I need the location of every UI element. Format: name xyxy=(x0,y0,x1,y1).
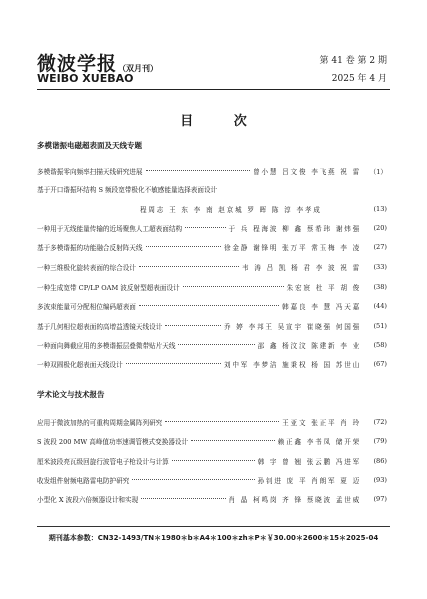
entry-page: (51) xyxy=(373,321,387,330)
entry-title: 多模谐振零向频率扫描天线研究进展 xyxy=(37,167,143,176)
entry-title: 一种双圆极化超表面天线设计 xyxy=(37,360,123,369)
toc-entry[interactable] xyxy=(37,435,387,446)
entry-page: （1） xyxy=(369,167,387,176)
entry-title: 小型化 X 波段六倍频器设计和实现 xyxy=(37,495,139,504)
toc-entry[interactable] xyxy=(37,474,387,485)
dot-leader xyxy=(139,305,279,306)
dot-leader xyxy=(183,286,284,287)
entry-title: 一种用于无线能量传输的近场聚焦人工超表面结构 xyxy=(37,224,183,233)
entry-title: 一种面向舞截应用的多模谐振层叠微带贴片天线 xyxy=(37,341,176,350)
entry-authors: 孙钊进 庞 平 肖朗军 夏 迈 xyxy=(257,476,361,485)
toc-entry[interactable] xyxy=(37,358,387,369)
entry-authors: 韩嘉良 李 慧 冯天嘉 xyxy=(282,302,361,311)
journal-title: 微波学报 xyxy=(37,53,118,75)
entry-page: (44) xyxy=(373,301,387,310)
entry-title: 一种三维极化旋转表面的综合设计 xyxy=(37,263,136,272)
dot-leader xyxy=(165,421,279,422)
dot-leader xyxy=(172,460,255,461)
toc-entry[interactable] xyxy=(37,320,387,331)
entry-title: S 波段 200 MW 高峰值功率速调管模式变换器设计 xyxy=(37,437,189,446)
entry-title: 应用于微波加热的可重构周期金属阵列研究 xyxy=(37,418,163,427)
entry-page: (93) xyxy=(373,475,387,484)
toc-title: 目 次 xyxy=(180,114,265,129)
entry-page: (13) xyxy=(373,204,387,213)
entry-authors: 乔 婷 李邦王 吴宣宇 崔晓强 何国强 xyxy=(224,322,361,331)
section-heading: 多模谐振电磁超表面及天线专题 xyxy=(37,141,142,150)
dot-leader xyxy=(146,246,222,247)
entry-title: 多波束能量可分配相位编码超表面 xyxy=(37,302,136,311)
entry-authors: 于 兵 程海波 柳 鑫 蔡希玮 谢炜强 xyxy=(228,224,361,233)
dot-leader xyxy=(165,325,221,326)
entry-page: (67) xyxy=(373,359,387,368)
toc-entry[interactable] xyxy=(37,300,387,311)
entry-authors: 程周志 王 东 李 南 赵京城 罗 晖 陈 淳 李孝成 xyxy=(140,205,322,214)
entry-authors: 韦 涛 吕 凯 杨 君 李 波 祝 雷 xyxy=(241,263,361,272)
entry-title: 基于几何相位超表面的高增益透镜天线设计 xyxy=(37,322,163,331)
entry-page: (86) xyxy=(373,456,387,465)
toc-entry[interactable] xyxy=(37,165,387,176)
entry-authors: 肖 晶 柯鸣岗 齐 锋 蔡晓波 孟世威 xyxy=(228,495,361,504)
toc-entry[interactable] xyxy=(37,281,387,292)
entry-page: (58) xyxy=(373,340,387,349)
entry-page: (72) xyxy=(373,417,387,426)
entry-authors: 曾小慧 吕文俊 李飞燕 祝 雷 xyxy=(253,167,361,176)
entry-authors: 赖正鑫 李书凤 储开荣 xyxy=(277,437,361,446)
header-divider xyxy=(37,89,390,90)
toc-entry[interactable] xyxy=(37,416,387,427)
entry-page: (33) xyxy=(373,262,387,271)
entry-title: 一种生成宽带 CP/LP OAM 波反射型超表面设计 xyxy=(37,283,180,292)
entry-authors: 刘中军 李梦洁 施秉权 杨 国 苏世山 xyxy=(224,360,361,369)
toc-entry[interactable] xyxy=(37,261,387,272)
dot-leader xyxy=(191,440,275,441)
toc-entry[interactable] xyxy=(37,455,387,466)
dot-leader xyxy=(126,363,221,364)
dot-leader xyxy=(141,498,225,499)
entry-authors: 徐金静 谢锋明 张万平 常玉梅 李 凌 xyxy=(224,243,361,252)
entry-authors: 邵 鑫 杨汶汶 陈建新 李 业 xyxy=(257,341,361,350)
entry-authors: 韩 宇 曾 翘 张云鹏 冯进军 xyxy=(257,457,361,466)
entry-title: 厘米波段亮瓦级回旋行波管电子枪设计与计算 xyxy=(37,457,169,466)
toc-entry[interactable] xyxy=(37,339,387,350)
dot-leader xyxy=(132,479,254,480)
dot-leader xyxy=(146,170,251,171)
entry-page: (38) xyxy=(373,282,387,291)
issue-date: 2025 年 4 月 xyxy=(331,74,387,84)
volume-issue: 第 41 卷 第 2 期 xyxy=(319,56,387,66)
toc-entry[interactable] xyxy=(140,203,387,214)
dot-leader xyxy=(139,266,239,267)
toc-entry[interactable] xyxy=(37,241,387,252)
dot-leader xyxy=(178,344,254,345)
dot-leader xyxy=(185,227,225,228)
entry-title: 收发组件射频电路雷电防护研究 xyxy=(37,476,130,485)
journal-parameters: 期刊基本参数：CN32-1493/TN＊1980＊b＊A4＊100＊zh＊P＊￥30.00＊2600＊15＊2025-04 xyxy=(48,534,379,542)
entry-page: (27) xyxy=(373,242,387,251)
entry-page: (79) xyxy=(373,436,387,445)
entry-authors: 王亚文 张正平 肖 玲 xyxy=(282,418,361,427)
toc-entry-title-line[interactable]: 基于开口谐振环结构 S 频段宽带极化不敏感能量选择表面设计 xyxy=(37,186,218,194)
toc-entry[interactable] xyxy=(37,222,387,233)
entry-page: (97) xyxy=(373,494,387,503)
entry-authors: 朱宏宸 杜 平 胡 俊 xyxy=(286,283,361,292)
journal-frequency: （双月刊） xyxy=(118,64,158,73)
journal-title-en: WEIBO XUEBAO xyxy=(37,72,134,85)
entry-title: 基于多模谐振的功能融合反射阵天线 xyxy=(37,243,143,252)
section-heading: 学术论文与技术报告 xyxy=(37,390,105,399)
footer-divider xyxy=(37,526,390,527)
toc-entry[interactable] xyxy=(37,493,387,504)
entry-page: (20) xyxy=(373,223,387,232)
